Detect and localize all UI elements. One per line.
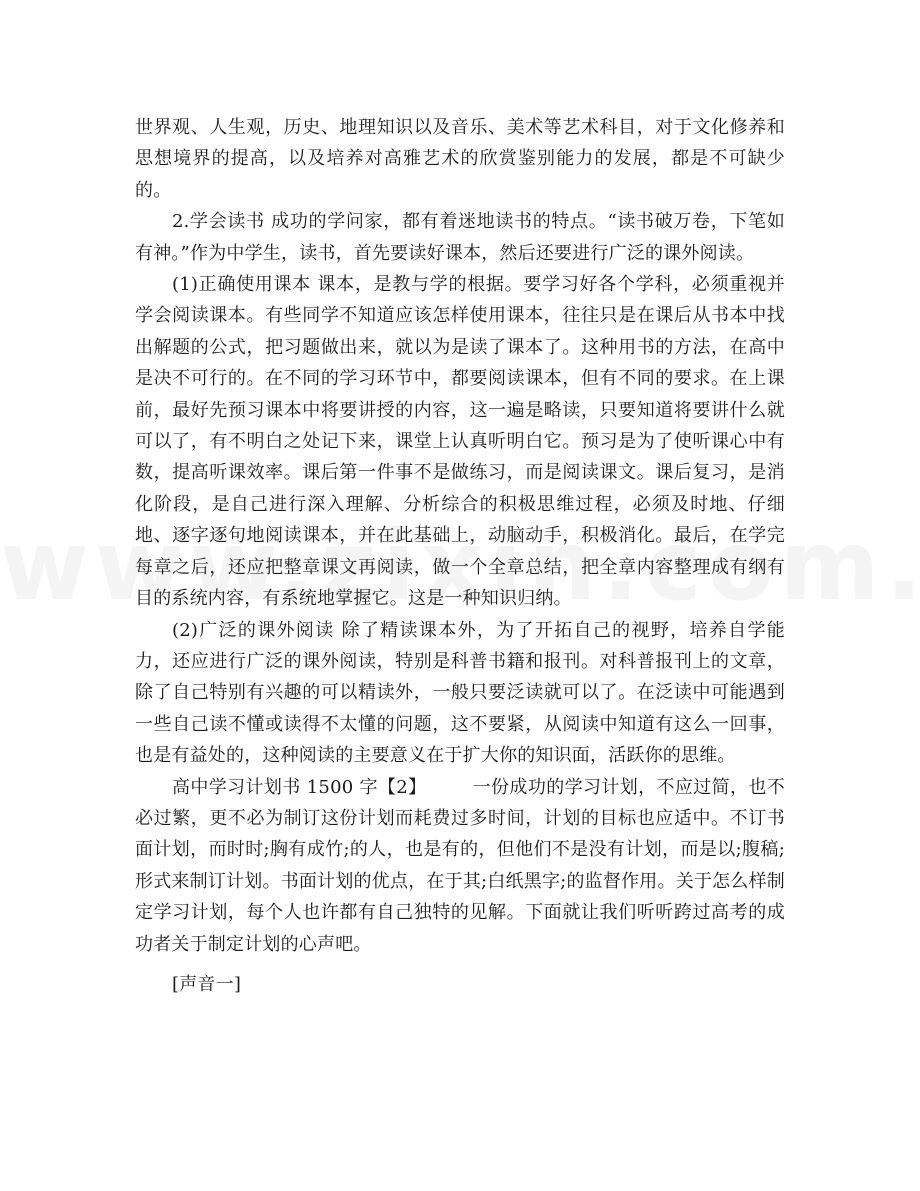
paragraph-2: 2.学会读书 成功的学问家，都有着迷地读书的特点。“读书破万卷，下笔如有神。”作为中学生，读书，首先要读好课本，然后还要进行广泛的课外阅读。 xyxy=(135,211,785,264)
section-body: 一份成功的学习计划，不应过简，也不必过繁，更不必为制订这份计划而耗费过多时间，计划的目标也应适中。不订书面计划，而时时;胸有成竹;的人，也是有的，但他们不是没有计划，而是以;腹稿;形式来制订计划。书面计划的优点，在于其;白纸黑字;的监督作用。关于怎么样制定学习计划，每个人也许都有自己独特的见解。下面就让我们听听跨过高考的成功者关于制定计划的心声吧。 xyxy=(135,776,785,955)
paragraph-1: 世界观、人生观，历史、地理知识以及音乐、美术等艺术科目，对于文化修养和思想境界的提高，以及培养对高雅艺术的欣赏鉴别能力的发展，都是不可缺少的。 xyxy=(135,117,785,201)
section-heading: 高中学习计划书 1500 字【2】 xyxy=(172,776,427,798)
document-body xyxy=(135,112,785,1000)
paragraph-4: (2)广泛的课外阅读 除了精读课本外，为了开拓自己的视野，培养自学能力，还应进行广泛的课外阅读，特别是科普书籍和报刊。对科普报刊上的文章，除了自己特别有兴趣的可以精读外，一般只要泛读就可以了。在泛读中可能遇到一些自己读不懂或读得不太懂的问题，这不要紧，从阅读中知道有这么一回事，也是有益处的，这种阅读的主要意义在于扩大你的知识面，活跃你的思维。 xyxy=(135,619,785,767)
paragraph-3: (1)正确使用课本 课本，是教与学的根据。要学习好各个学科，必须重视并学会阅读课本。有些同学不知道应该怎样使用课本，往往只是在课后从书本中找出解题的公式，把习题做出来，就以为是读了课本了。这种用书的方法，在高中是决不可行的。在不同的学习环节中，都要阅读课本，但有不同的要求。在上课前，最好先预习课本中将要讲授的内容，这一遍是略读，只要知道将要讲什么就可以了，有不明白之处记下来，课堂上认真听明白它。预习是为了使听课心中有数，提高听课效率。课后第一件事不是做练习，而是阅读课文。课后复习，是消化阶段，是自己进行深入理解、分析综合的积极思维过程，必须及时地、仔细地、逐字逐句地阅读课本，并在此基础上，动脑动手，积极消化。最后，在学完每章之后，还应把整章课文再阅读，做一个全章总结，把全章内容整理成有纲有目的系统内容，有系统地掌握它。这是一种知识归纳。 xyxy=(135,274,785,610)
paragraph-5 xyxy=(135,772,785,960)
paragraph-6: [声音一] xyxy=(172,973,242,995)
